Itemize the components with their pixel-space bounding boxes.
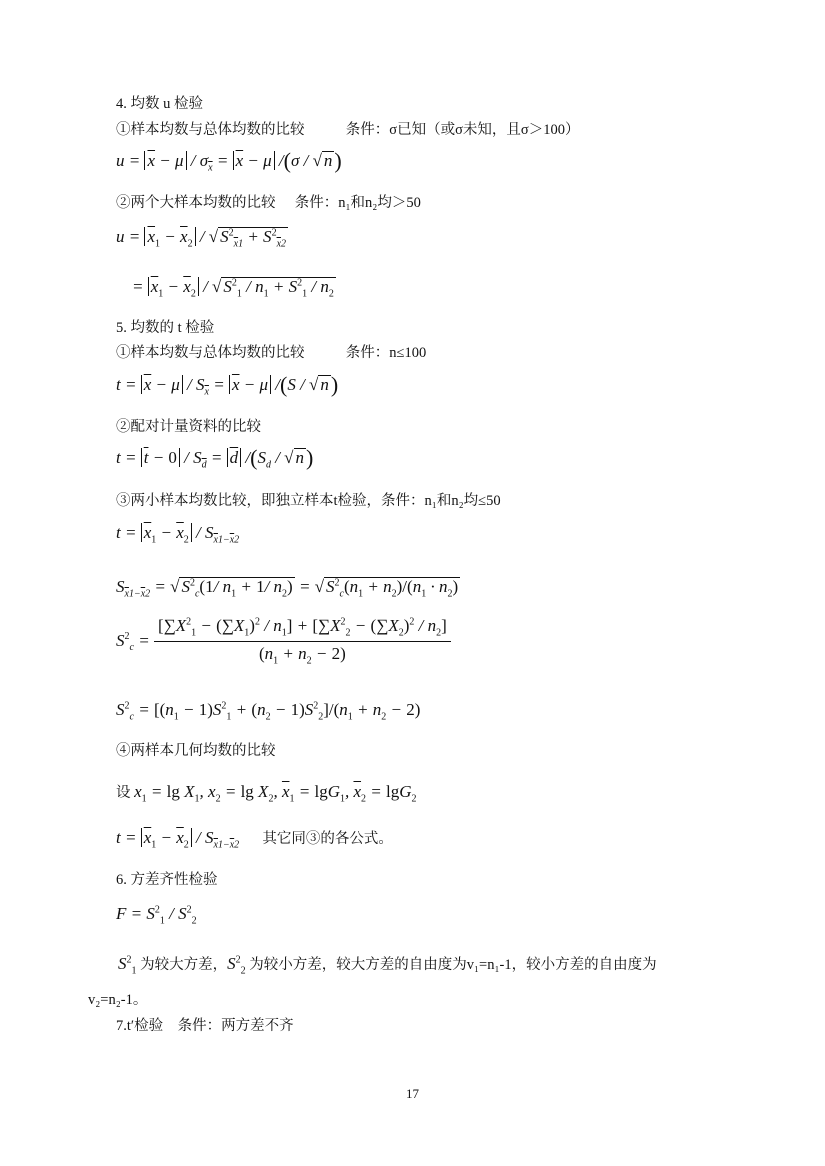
s4-item1-line (116, 123, 579, 138)
page-number: 17 (406, 1086, 419, 1101)
s5-item3-label: ③两小样本均数比较，即独立样本t检验，条件：n₁和n₂均≤50 (116, 493, 501, 509)
formula-se-diff: $S_{\overline{x}1-\overline{x}2}$ = √ $S^2_c(1/$ $n_1 + 1/$ $n_2$) = √ $S^2_c(n_1 + n_2)/(n_1 \cdot n_2)$ (116, 577, 459, 600)
s5-item1-label: ①样本均数与总体均数的比较 (116, 345, 305, 361)
s4-item2-label: ②两个大样本均数的比较 (116, 195, 276, 211)
s6-text2: 为较小方差，较大方差的自由度为v₁=n₁-1，较小方差的自由度为 (249, 957, 657, 973)
formula-pooled-variance-1: $S^2_c$ = $\frac{[\sum X^2_1 - (\sum X_1)^2 / n_1] + [\sum X^2_2 - (\sum X_2)^2 / n_2]}{(n_1 + n_2 - 2)}$ (116, 617, 451, 667)
section-4-title: 4. 均数 u 检验 (116, 96, 203, 112)
formula-u-two-sample-b: = $\overline{x}_1 - \overline{x}_2$ / √ $S^2_1 / n_1 + S^2_1 / n_2$ (132, 277, 334, 300)
formula-t-independent: $t = \overline{x}_1 - \overline{x}_2 / S_{\overline{x}1-\overline{x}2}$ (116, 523, 240, 546)
formula-geometric-setup: 设 $x_1 = \lg X_1$, $x_2 = \lg X_2$, $\overline{x}_1 = \lg G_1$, $\overline{x}_2 = \lg G_2$ (116, 782, 417, 805)
formula-pooled-variance-2: $S^2_c = [(n_1 - 1)S^2_1 + (n_2 - 1)S^2_2]/(n_1 + n_2 - 2)$ (116, 700, 421, 723)
s6-text1: 为较大方差， (140, 957, 228, 973)
s4-item2-line (116, 196, 421, 211)
s5-item4-label: ④两样本几何均数的比较 (116, 743, 276, 759)
s4-item2-condition: 条件：n₁和n₂均＞50 (294, 195, 421, 211)
formula-u-two-sample-a: $u = \overline{x}_1 - \overline{x}_2$ / √ $S^2_{\overline{x}1} + S^2_{\overline{x}2}$ (116, 227, 287, 250)
section-6-title: 6. 方差齐性检验 (116, 872, 218, 888)
formula-u-one-sample: $u = \overline{x} - \mu / \sigma_{\overline{x}} = \overline{x} - \mu$ /(σ / √ n) (116, 148, 342, 174)
s6-paragraph-line1: $S^2_1$ 为较大方差，$S^2_2$ 为较小方差，较大方差的自由度为v₁=n₁-1，较小方差的自由度为 (118, 954, 657, 977)
formula-t-paired: $t = \overline{t} - 0 / S_{\overline{d}} = \overline{d}$ $/(S_d$ / √ n) (116, 445, 314, 471)
formula-f-test: $F = S^2_1 / S^2_2$ (116, 904, 197, 927)
section-7-title: 7.t′检验 条件：两方差不齐 (116, 1018, 294, 1034)
formula-t-one-sample: $t = \overline{x} - \mu / S_{\overline{x}} = \overline{x} - \mu$ /(S / √ n) (116, 372, 339, 398)
s5-item2-label: ②配对计量资料的比较 (116, 419, 261, 435)
s5-item4-note: 其它同③的各公式。 (262, 831, 393, 847)
s4-item1-label: ①样本均数与总体均数的比较 (116, 122, 305, 138)
s4-item1-condition: 条件：σ已知（或σ未知，且σ＞100） (345, 122, 580, 138)
s5-item1-condition: 条件：n≤100 (345, 345, 427, 361)
formula-t-geometric-line: $t = \overline{x}_1 - \overline{x}_2 / S_{\overline{x}1-\overline{x}2}$ 其它同③的各公式。 (116, 828, 393, 851)
s5-item1-line (116, 346, 426, 361)
s5-item4-prefix: 设 (116, 785, 131, 801)
s6-text3: v₂=n₂-1。 (88, 992, 148, 1008)
section-5-title: 5. 均数的 t 检验 (116, 320, 215, 336)
